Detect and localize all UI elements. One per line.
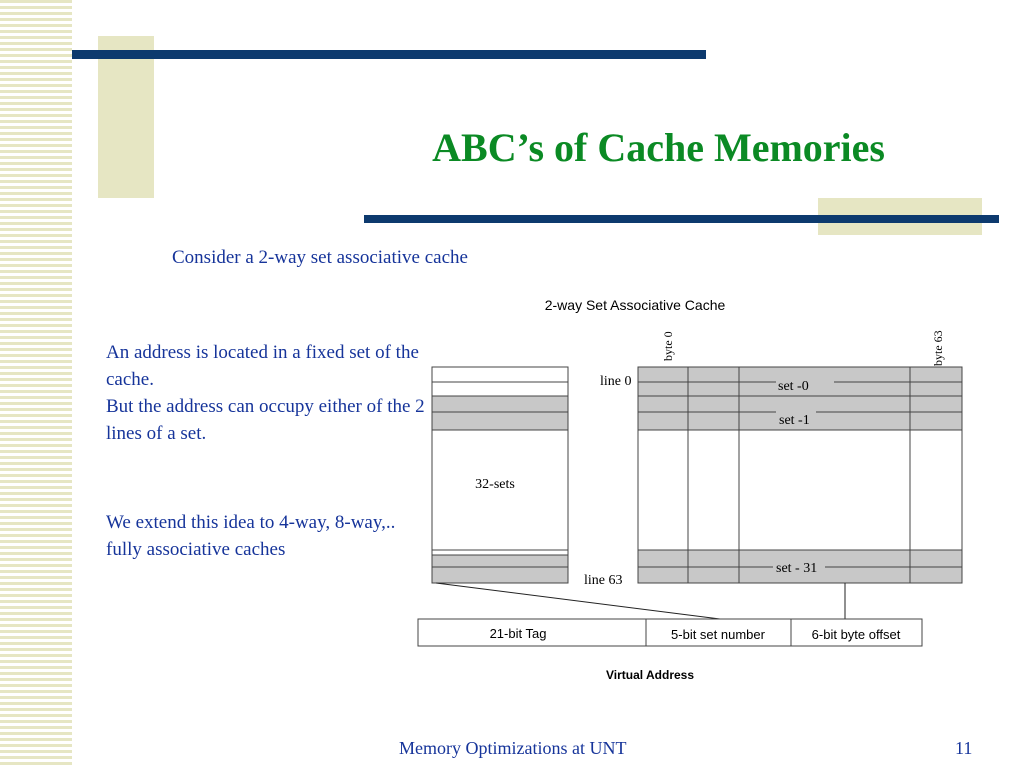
set-1-label: set -1: [779, 413, 810, 428]
set-0-label: set -0: [778, 379, 809, 394]
line-0-label: line 0: [600, 374, 632, 389]
paragraph-fixed-set: An address is located in a fixed set of the cache.: [106, 342, 419, 390]
byte-0-label: byte 0: [661, 331, 675, 361]
data-store: [638, 367, 962, 583]
sets-label: 32-sets: [475, 477, 515, 492]
paragraph-either-line: But the address can occupy either of the 2 lines of a set.: [106, 396, 425, 444]
virtual-address-caption: Virtual Address: [605, 668, 695, 682]
tag-store: [432, 367, 568, 583]
page-number: 11: [955, 738, 973, 758]
line-63-label: line 63: [584, 573, 623, 588]
tag-field: 21-bit Tag: [489, 626, 547, 641]
diagram-title: 2-way Set Associative Cache: [544, 297, 726, 313]
set-31-label: set - 31: [776, 561, 818, 576]
byte-offset-field: 6-bit byte offset: [811, 627, 901, 642]
set-number-field: 5-bit set number: [671, 627, 765, 642]
slide-title: ABC’s of Cache Memories: [432, 125, 885, 170]
connector-lines: [436, 583, 845, 619]
footer-text: Memory Optimizations at UNT: [399, 738, 627, 758]
byte-63-label: byte 63: [931, 330, 945, 366]
slide-subtitle: Consider a 2-way set associative cache: [172, 247, 468, 268]
extension-text: We extend this idea to 4-way, 8-way,.. fully associative caches: [106, 512, 396, 560]
